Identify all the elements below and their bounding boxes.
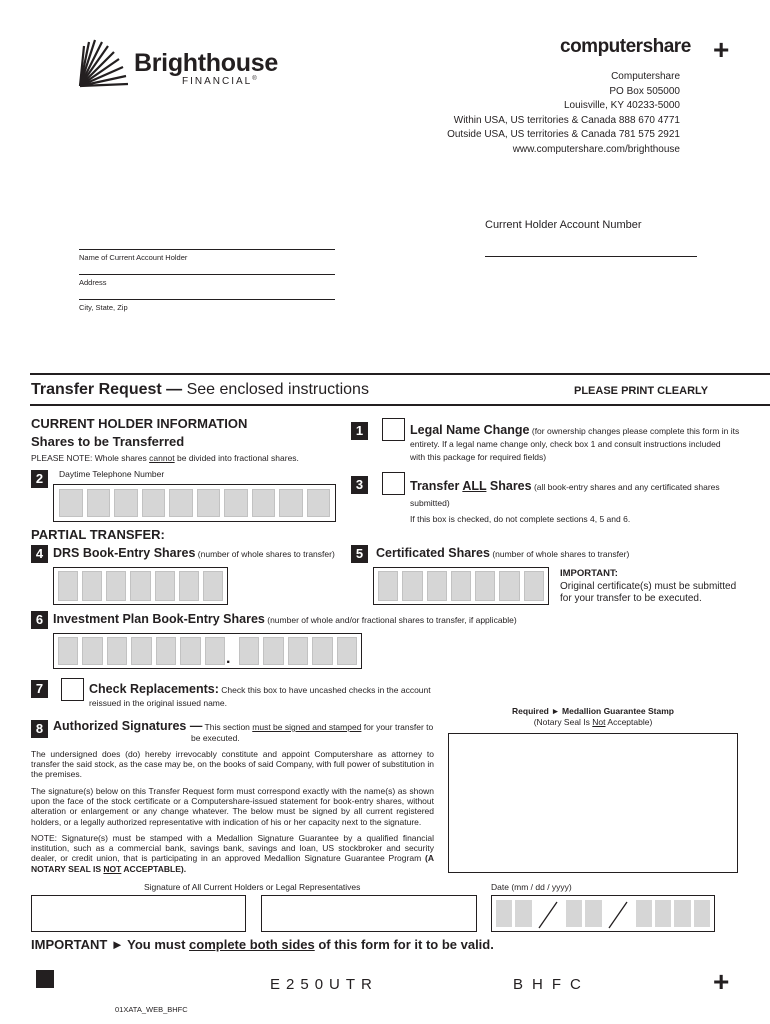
section-1-number: 1 bbox=[351, 422, 368, 440]
investment-plan-label: Investment Plan Book-Entry Shares (number of whole and/or fractional shares to transfer, if applicable) bbox=[53, 612, 517, 626]
form-title: Transfer Request — See enclosed instructions bbox=[31, 381, 369, 398]
account-number-field[interactable] bbox=[485, 256, 697, 257]
registration-plus-mark: + bbox=[713, 34, 730, 65]
section-8-number: 8 bbox=[31, 720, 48, 738]
title-top-rule bbox=[30, 373, 770, 375]
footer-plus-mark: + bbox=[713, 966, 730, 997]
section-5-number: 5 bbox=[351, 545, 368, 563]
certificated-shares-label: Certificated Shares (number of whole shares to transfer) bbox=[376, 546, 630, 560]
section-4-number: 4 bbox=[31, 545, 48, 563]
registration-square-mark bbox=[36, 970, 54, 988]
check-replacements-checkbox[interactable] bbox=[61, 678, 84, 701]
partial-transfer-heading: PARTIAL TRANSFER: bbox=[31, 527, 165, 542]
authorized-signatures-label: Authorized Signatures — This section must be signed and stamped for your transfer to be executed. bbox=[53, 719, 434, 743]
computershare-address: Computershare PO Box 505000 Louisville, KY 40233-5000 Within USA, US territories & Canada 888 670 4771 Outside USA, US territories & Canada 781 575 2921 www.computershare.com/brighthouse bbox=[447, 71, 680, 155]
section-2-number: 2 bbox=[31, 470, 48, 488]
medallion-note-paragraph: NOTE: Signature(s) must be stamped with a Medallion Signature Guarantee by a qualified financial institution, such as a commercial bank, savings bank, savings and loan, US stockbroker and security dealer, or credit union, that is participating in an approved Medallion Signature Guarantee Program (A NOTARY SEAL IS NOT ACCEPTABLE). bbox=[31, 833, 434, 874]
appointment-paragraph: The undersigned does (do) hereby irrevocably constitute and appoint Computershare as attorney to transfer the said stock, as the case may be, on the books of said Company, with full power of substitution in the premises. bbox=[31, 749, 434, 780]
check-replacements-text: Check Replacements: Check this box to have uncashed checks in the account reissued in the original issued name. bbox=[89, 682, 431, 708]
section-3-number: 3 bbox=[351, 476, 368, 494]
web-form-id: 01XATA_WEB_BHFC bbox=[115, 1005, 188, 1014]
medallion-required-label: Required ► Medallion Guarantee Stamp (Notary Seal Is Not Acceptable) bbox=[512, 706, 674, 727]
phone-label: Daytime Telephone Number bbox=[59, 469, 165, 479]
transfer-all-text: Transfer ALL Shares (all book-entry shares and any certificated shares submitted) If this box is checked, do not complete sections 4, 5 and 6. bbox=[410, 479, 720, 524]
investment-plan-boxes[interactable] bbox=[53, 633, 362, 669]
legal-name-change-text: Legal Name Change (for ownership changes please complete this form in its entirety. If a legal name change only, check box 1 and consult instructions included with this package for required fields) bbox=[410, 423, 740, 462]
holder-name-label: Name of Current Account Holder bbox=[79, 253, 188, 262]
title-bottom-rule bbox=[30, 404, 770, 406]
signature-label: Signature of All Current Holders or Legal Representatives bbox=[144, 882, 361, 892]
whole-shares-note: PLEASE NOTE: Whole shares cannot be divided into fractional shares. bbox=[31, 453, 299, 463]
date-label: Date (mm / dd / yyyy) bbox=[491, 882, 572, 892]
date-boxes[interactable] bbox=[491, 895, 715, 932]
holder-city-field[interactable] bbox=[79, 299, 335, 300]
important-both-sides: IMPORTANT ► You must complete both sides of this form for it to be valid. bbox=[31, 937, 494, 952]
medallion-stamp-box[interactable] bbox=[448, 733, 738, 873]
print-clearly-note: PLEASE PRINT CLEARLY bbox=[574, 385, 709, 397]
holder-name-field[interactable] bbox=[79, 249, 335, 250]
holder-address-field[interactable] bbox=[79, 274, 335, 275]
current-holder-heading: CURRENT HOLDER INFORMATION bbox=[31, 416, 248, 431]
holder-city-label: City, State, Zip bbox=[79, 303, 128, 312]
form-code: E250UTR bbox=[270, 976, 378, 993]
section-7-number: 7 bbox=[31, 680, 48, 698]
brighthouse-logo-name: Brighthouse bbox=[134, 49, 278, 77]
drs-shares-boxes[interactable] bbox=[53, 567, 228, 605]
signature-box-2[interactable] bbox=[261, 895, 477, 932]
certificated-shares-boxes[interactable] bbox=[373, 567, 549, 605]
transfer-all-checkbox[interactable] bbox=[382, 472, 405, 495]
phone-number-boxes[interactable] bbox=[53, 484, 336, 522]
holder-address-label: Address bbox=[79, 278, 107, 287]
drs-book-entry-label: DRS Book-Entry Shares (number of whole shares to transfer) bbox=[53, 546, 335, 560]
decimal-point: . bbox=[226, 650, 231, 667]
certificate-important-note: IMPORTANT: Original certificate(s) must be submitted for your transfer to be executed. bbox=[560, 568, 737, 604]
section-6-number: 6 bbox=[31, 611, 48, 629]
company-code: BHFC bbox=[513, 976, 590, 993]
brighthouse-sunburst-icon bbox=[78, 38, 130, 88]
signature-correspond-paragraph: The signature(s) below on this Transfer Request form must correspond exactly with the name(s) as shown upon the face of the stock certificate or a Computershare-issued statement for book-entry shares, without alteration or enlargement or any change whatever. The below must be signed by all current registered holders, or a legally authorized representative with indication of his or her capacity next to the signature. bbox=[31, 786, 434, 827]
legal-name-change-checkbox[interactable] bbox=[382, 418, 405, 441]
shares-transferred-heading: Shares to be Transferred bbox=[31, 434, 185, 449]
signature-box-1[interactable] bbox=[31, 895, 246, 932]
computershare-logo: computershare bbox=[560, 36, 691, 57]
account-number-label: Current Holder Account Number bbox=[485, 219, 642, 231]
brighthouse-logo-sub: FINANCIAL® bbox=[182, 76, 257, 87]
